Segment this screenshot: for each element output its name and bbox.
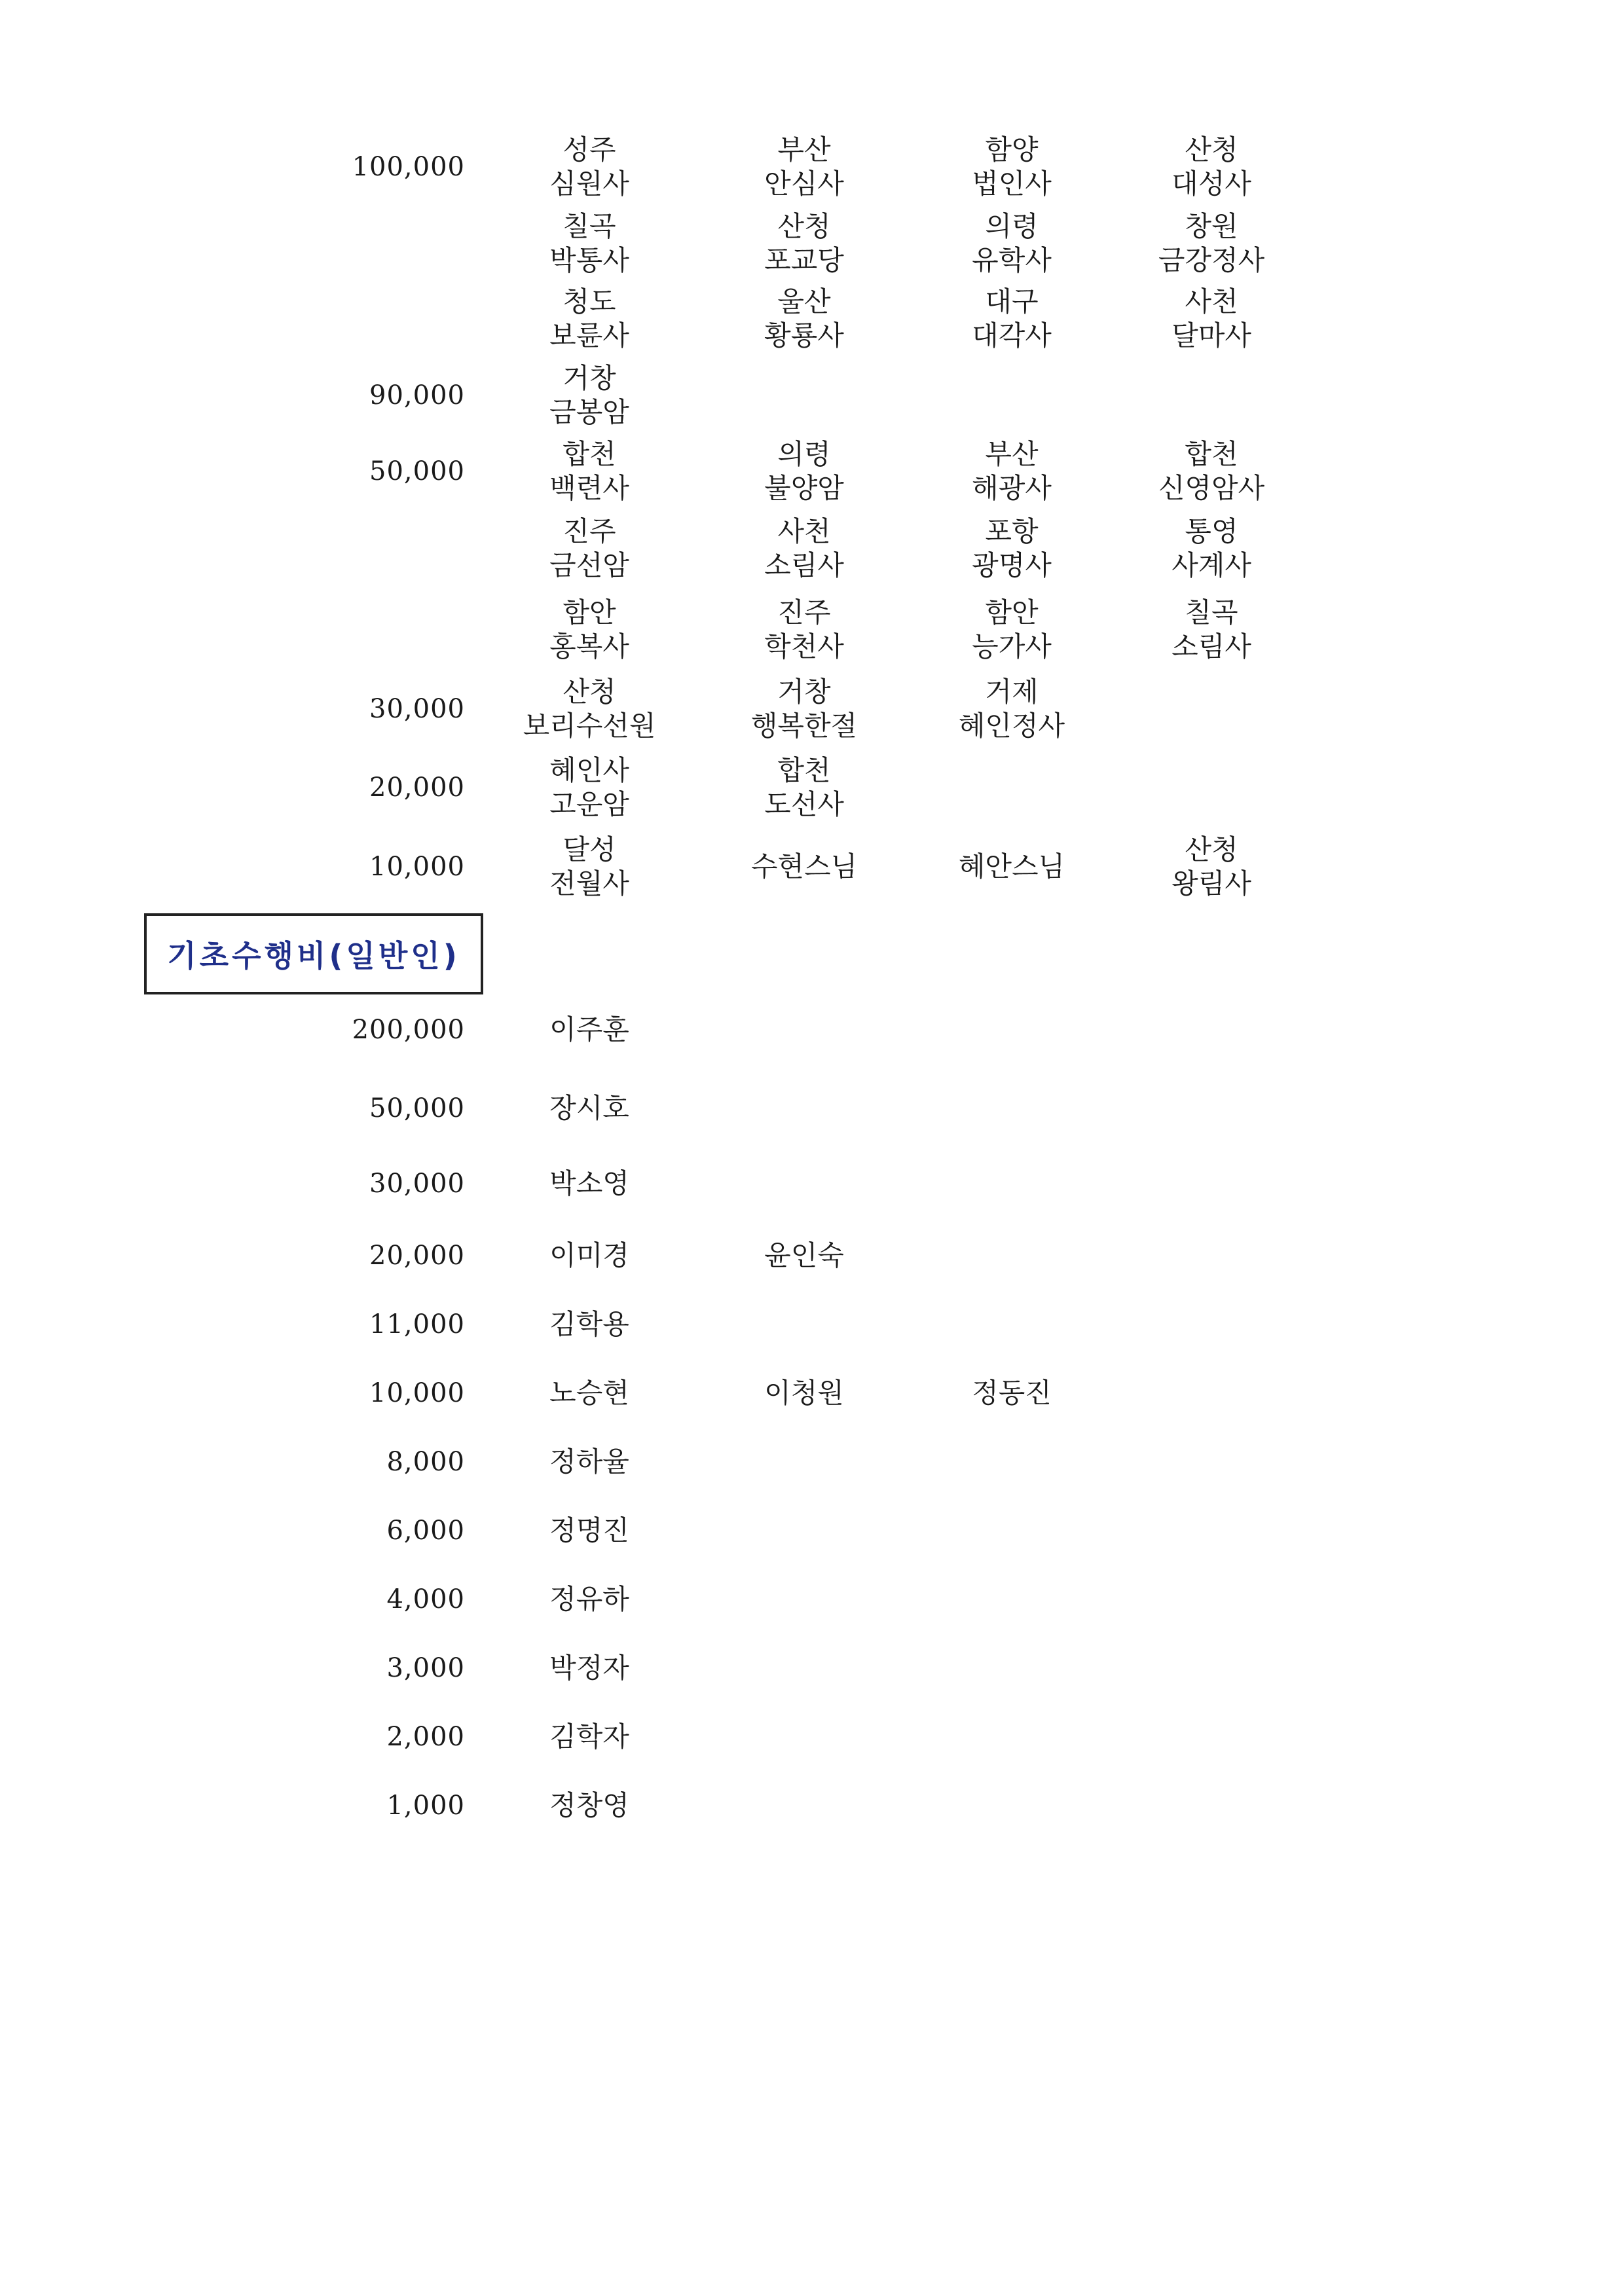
- donor-entry: [706, 754, 902, 822]
- donor-entry: [1113, 515, 1310, 583]
- donor-region: 청도: [563, 285, 616, 318]
- donor-name: 행복한절: [750, 710, 858, 742]
- donor-name: 박통사: [549, 244, 629, 276]
- donation-amount: 30,000: [369, 694, 465, 724]
- donor-entry: [913, 675, 1110, 743]
- donor-region: 울산: [777, 285, 831, 318]
- donor-region: 칠곡: [1185, 596, 1238, 629]
- donor-region: 혜인사: [549, 754, 629, 786]
- donor-name: 금강정사: [1158, 244, 1265, 276]
- donor-region: 대구: [985, 285, 1039, 318]
- donor-entry: [1113, 285, 1310, 353]
- donor-name: 해광사: [972, 472, 1052, 504]
- donation-amount: 10,000: [369, 1378, 465, 1408]
- donor-region: 합천: [1185, 438, 1238, 470]
- donor-entry: [1113, 833, 1310, 901]
- donor-region: 의령: [985, 210, 1039, 242]
- donor-name: 광명사: [972, 549, 1052, 581]
- donor-entry: [706, 515, 902, 583]
- donation-amount: 30,000: [369, 1169, 465, 1199]
- donor-name: 금봉암: [549, 396, 629, 428]
- donor-region: 거창: [563, 362, 616, 394]
- donor-region: 함안: [563, 596, 616, 629]
- donation-amount: 200,000: [352, 1015, 465, 1045]
- donor-entry: [913, 596, 1110, 664]
- donation-amount: 90,000: [369, 380, 465, 410]
- donor-entry: [491, 596, 688, 664]
- donor-name: 능가사: [972, 630, 1052, 663]
- donor-name: 법인사: [972, 168, 1052, 200]
- donor-name: 도선사: [764, 788, 844, 820]
- donation-amount: 50,000: [369, 456, 465, 486]
- donor-name: 김학용: [549, 1308, 629, 1340]
- donor-entry: [1113, 596, 1310, 664]
- donor-region: 합천: [777, 754, 831, 786]
- donor-entry: [491, 133, 688, 201]
- donor-name: 소림사: [1172, 630, 1251, 663]
- donor-name: 정유하: [549, 1583, 629, 1615]
- donation-amount: 11,000: [369, 1309, 465, 1339]
- donor-region: 포항: [985, 515, 1039, 547]
- donor-entry: [1113, 437, 1310, 505]
- donor-entry: [1113, 133, 1310, 201]
- donor-name: 이청원: [764, 1377, 844, 1409]
- donor-name: 이주훈: [549, 1013, 629, 1046]
- donor-entry: [706, 210, 902, 278]
- donor-entry: [706, 133, 902, 201]
- donor-name: 백련사: [549, 472, 629, 504]
- donor-name: 포교당: [764, 244, 844, 276]
- donation-amount: 20,000: [369, 1241, 465, 1271]
- donation-amount: 100,000: [352, 152, 465, 182]
- donor-name: 이미경: [549, 1239, 629, 1271]
- donor-name: 보리수선원: [523, 710, 656, 742]
- donor-name: 대성사: [1172, 168, 1251, 200]
- donor-region: 함양: [985, 134, 1039, 166]
- donor-entry: [1113, 210, 1310, 278]
- donor-name: 수현스님: [750, 850, 858, 883]
- donor-region: 사천: [1185, 285, 1238, 318]
- donation-amount: 50,000: [369, 1093, 465, 1123]
- donor-region: 진주: [777, 596, 831, 629]
- donation-amount: 10,000: [369, 852, 465, 882]
- donor-name: 학천사: [764, 630, 844, 663]
- donor-entry: [913, 210, 1110, 278]
- donor-name: 정명진: [549, 1514, 629, 1546]
- donor-name: 고운암: [549, 788, 629, 820]
- donor-region: 부산: [777, 134, 831, 166]
- donor-entry: [491, 515, 688, 583]
- donor-entry: [491, 285, 688, 353]
- donor-name: 소림사: [764, 549, 844, 581]
- donor-region: 거창: [777, 676, 831, 708]
- donor-name: 혜인정사: [958, 710, 1065, 742]
- donor-entry: [913, 850, 1110, 884]
- donor-region: 거제: [985, 676, 1039, 708]
- donor-region: 의령: [777, 438, 831, 470]
- section-header-lay-donors: [144, 913, 483, 994]
- donor-entry: [491, 361, 688, 429]
- donor-name: 왕림사: [1172, 867, 1251, 900]
- donor-region: 칠곡: [563, 210, 616, 242]
- donation-amount: 4,000: [386, 1584, 465, 1614]
- donor-region: 부산: [985, 438, 1039, 470]
- donor-region: 성주: [563, 134, 616, 166]
- donor-name: 홍복사: [549, 630, 629, 663]
- donor-region: 산청: [777, 210, 831, 242]
- donor-name: 노승현: [549, 1377, 629, 1409]
- donor-region: 달성: [563, 833, 616, 866]
- donation-amount: 6,000: [386, 1516, 465, 1546]
- donor-name: 불양암: [764, 472, 844, 504]
- donor-entry: [913, 437, 1110, 505]
- donor-region: 산청: [1185, 833, 1238, 866]
- donor-name: 안심사: [764, 168, 844, 200]
- donor-name: 대각사: [972, 319, 1052, 352]
- donation-amount: 20,000: [369, 773, 465, 803]
- donor-region: 진주: [563, 515, 616, 547]
- donor-region: 합천: [563, 438, 616, 470]
- donation-amount: 2,000: [386, 1722, 465, 1752]
- donor-entry: [913, 133, 1110, 201]
- donor-name: 신영암사: [1158, 472, 1265, 504]
- donor-name: 달마사: [1172, 319, 1251, 352]
- donor-entry: [913, 515, 1110, 583]
- donor-name: 정하율: [549, 1446, 629, 1478]
- donor-name: 전월사: [549, 867, 629, 900]
- donor-region: 산청: [563, 676, 616, 708]
- donor-entry: [491, 437, 688, 505]
- donor-name: 박정자: [549, 1652, 629, 1684]
- donor-entry: [491, 210, 688, 278]
- donor-name: 정동진: [972, 1377, 1052, 1409]
- donor-name: 혜안스님: [958, 850, 1065, 883]
- donor-entry: [491, 754, 688, 822]
- donor-region: 함안: [985, 596, 1039, 629]
- donor-name: 김학자: [549, 1721, 629, 1753]
- donor-name: 사계사: [1172, 549, 1251, 581]
- donor-region: 사천: [777, 515, 831, 547]
- donor-region: 창원: [1185, 210, 1238, 242]
- donation-amount: 1,000: [386, 1791, 465, 1821]
- donor-name: 황룡사: [764, 319, 844, 352]
- donor-name: 금선암: [549, 549, 629, 581]
- donor-region: 산청: [1185, 134, 1238, 166]
- donation-amount: 8,000: [386, 1447, 465, 1477]
- donor-name: 유학사: [972, 244, 1052, 276]
- donor-entry: [491, 833, 688, 901]
- donor-region: 통영: [1185, 515, 1238, 547]
- donor-name: 장시호: [549, 1092, 629, 1124]
- donor-entry: [913, 285, 1110, 353]
- donor-entry: [706, 675, 902, 743]
- donor-entry: [706, 285, 902, 353]
- donor-name: 보륜사: [549, 319, 629, 352]
- donor-name: 정창영: [549, 1789, 629, 1821]
- donor-name: 심원사: [549, 168, 629, 200]
- donor-entry: [491, 675, 688, 743]
- donor-entry: [706, 596, 902, 664]
- donation-amount: 3,000: [386, 1653, 465, 1683]
- donor-entry: [706, 850, 902, 884]
- section-title: 기초수행비(일반인): [167, 938, 460, 974]
- donor-name: 윤인숙: [764, 1239, 844, 1271]
- donor-entry: [706, 437, 902, 505]
- donor-name: 박소영: [549, 1167, 629, 1199]
